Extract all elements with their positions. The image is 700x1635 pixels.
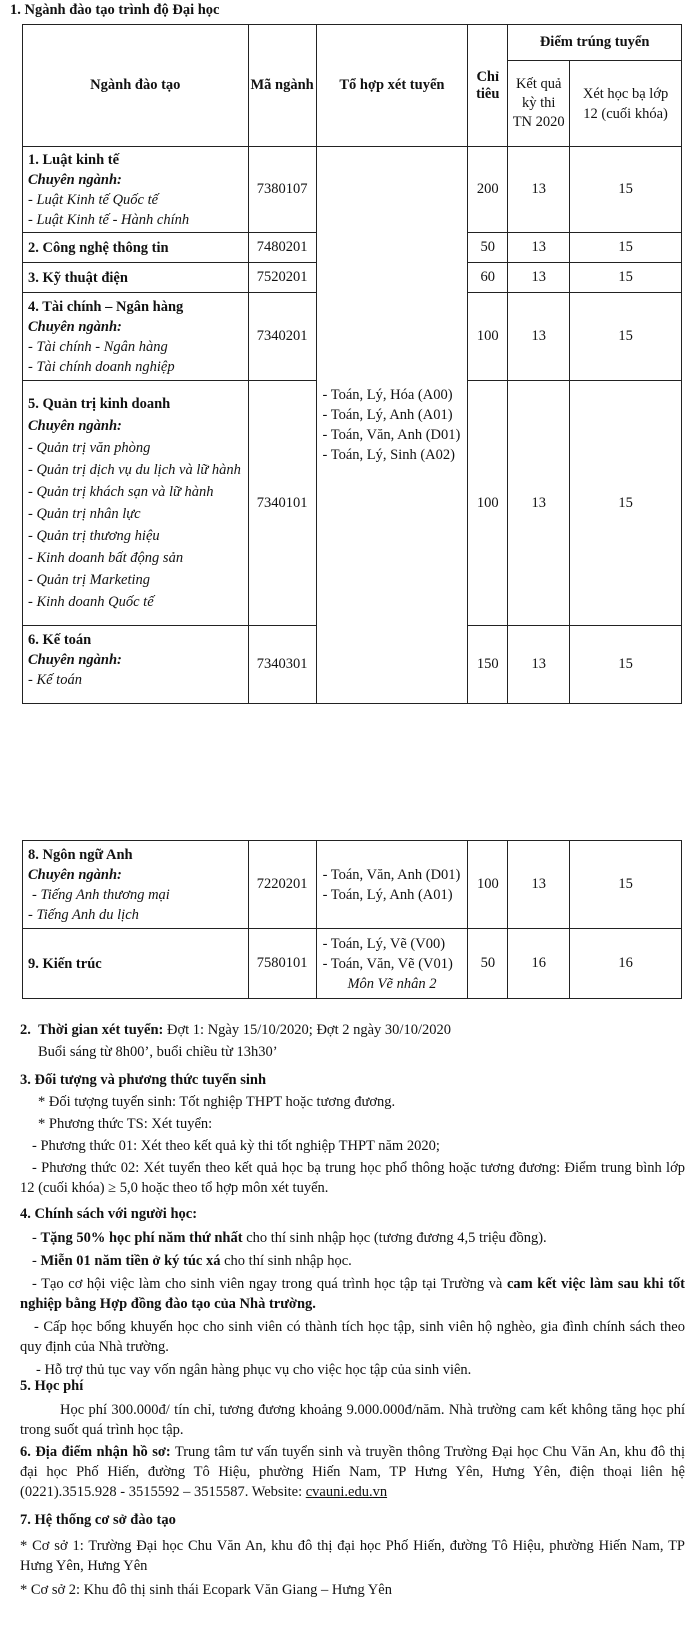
specialization-item: - Quản trị thương hiệu [28, 528, 160, 544]
section-6-text: Trung tâm tư vấn tuyển sinh và truyền thông Trường Đại học Chu Văn An, khu đô thị đại học Phố Hiến, đường Tô Hiệu, phường Hiến Nam, TP Hưng Yên, Hưng Yên, điện thoại liên hệ (0221).3515.928 - 3515592 – 3515587. Website: [20, 1444, 685, 1500]
specialization-item: - Quản trị Marketing [28, 572, 151, 588]
section-7-line: * Cơ sở 2: Khu đô thị sinh thái Ecopark Văn Giang – Hưng Yên [20, 1582, 392, 1598]
section-2-heading: Thời gian xét tuyển: [38, 1022, 164, 1038]
score-transcript: 15 [570, 147, 682, 233]
section-2-text: Đợt 1: Ngày 15/10/2020; Đợt 2 ngày 30/10/2020 [163, 1022, 451, 1038]
major-quota: 50 [468, 233, 508, 263]
score-transcript: 15 [570, 841, 682, 929]
majors-table [22, 24, 682, 704]
section-3 [20, 1070, 685, 1198]
major-name: 3. Kỹ thuật điện [28, 269, 128, 286]
section-4-heading: 4. Chính sách với người học: [20, 1206, 198, 1222]
major-code: 7340101 [248, 381, 316, 626]
combo-item: - Toán, Lý, Hóa (A00) [322, 387, 453, 403]
combo-cell [316, 147, 468, 704]
section-3-line: * Đối tượng tuyển sinh: Tốt nghiệp THPT hoặc tương đương. [38, 1094, 396, 1110]
section-5-heading: 5. Học phí [20, 1378, 84, 1394]
section-4-line: cho thí sinh nhập học (tương đương 4,5 triệu đồng). [242, 1230, 547, 1246]
score-exam: 13 [508, 233, 570, 263]
section-4-line: - Hỗ trợ thủ tục vay vốn ngân hàng phục vụ cho việc học tập của sinh viên. [36, 1362, 472, 1378]
section-4-line: - Tạo cơ hội việc làm cho sinh viên ngay trong quá trình học tập tại Trường và [32, 1276, 507, 1292]
score-transcript: 15 [570, 293, 682, 381]
specialization-item: - Kinh doanh Quốc tế [28, 594, 154, 610]
section-4-bold: Tặng 50% học phí năm thứ nhất [40, 1230, 243, 1246]
header-code: Mã ngành [248, 25, 316, 147]
combo-item: - Toán, Văn, Anh (D01) [322, 427, 461, 443]
specialization-label: Chuyên ngành: [28, 418, 122, 434]
section-7 [20, 1510, 685, 1600]
specialization-item: - Tài chính doanh nghiệp [28, 358, 175, 375]
score-exam: 13 [508, 626, 570, 704]
major-quota: 100 [468, 841, 508, 929]
major-code: 7340201 [248, 293, 316, 381]
section-7-heading: 7. Hệ thống cơ sở đào tạo [20, 1512, 176, 1528]
specialization-item: - Quản trị nhân lực [28, 506, 141, 522]
specialization-label: Chuyên ngành: [28, 652, 122, 668]
section-3-line: - Phương thức 01: Xét theo kết quả kỳ thi tốt nghiệp THPT năm 2020; [32, 1138, 440, 1154]
score-transcript: 15 [570, 381, 682, 626]
header-quota: Chỉ tiêu [468, 25, 508, 147]
combo-item: - Toán, Lý, Vẽ (V00) [322, 935, 446, 952]
section-6-heading: 6. Địa điểm nhận hồ sơ: [20, 1444, 171, 1460]
specialization-item: - Quản trị văn phòng [28, 440, 151, 456]
website-link[interactable]: cvauni.edu.vn [305, 1484, 388, 1500]
score-exam: 13 [508, 381, 570, 626]
combo-item: - Toán, Văn, Anh (D01) [322, 866, 461, 883]
specialization-item: - Kinh doanh bất động sản [28, 550, 184, 566]
major-quota: 100 [468, 293, 508, 381]
header-score-group: Điểm trúng tuyển [508, 25, 682, 61]
combo-item: - Toán, Văn, Vẽ (V01) [322, 955, 453, 972]
specialization-item: - Tài chính - Ngân hàng [28, 338, 168, 355]
major-quota: 60 [468, 263, 508, 293]
score-exam: 13 [508, 147, 570, 233]
major-quota: 50 [468, 929, 508, 999]
major-code: 7580101 [248, 929, 316, 999]
header-combo: Tổ hợp xét tuyển [316, 25, 468, 147]
section-5-text: Học phí 300.000đ/ tín chỉ, tương đương khoảng 9.000.000đ/năm. Nhà trường cam kết không tăng học phí trong suốt quá trình học tập. [20, 1402, 685, 1438]
major-name: 6. Kế toán [28, 632, 92, 648]
major-quota: 150 [468, 626, 508, 704]
specialization-item: - Quản trị dịch vụ du lịch và lữ hành [28, 462, 241, 478]
major-name: 2. Công nghệ thông tin [28, 239, 169, 256]
header-score-exam: Kết quả kỳ thi TN 2020 [508, 61, 570, 147]
major-code: 7380107 [248, 147, 316, 233]
table-row [23, 841, 682, 929]
major-code: 7340301 [248, 626, 316, 704]
specialization-item: - Luật Kinh tế - Hành chính [28, 211, 190, 228]
section-4-line: - Cấp học bổng khuyến học cho sinh viên có thành tích học tập, sinh viên hộ nghèo, gia đình chính sách theo quy định của Nhà trường. [20, 1319, 685, 1355]
major-name: 1. Luật kinh tế [28, 151, 120, 168]
specialization-item: - Tiếng Anh thương mại [32, 886, 170, 903]
major-name: 8. Ngôn ngữ Anh [28, 846, 133, 863]
section-2-number: 2. [20, 1022, 31, 1038]
specialization-item: - Quản trị khách sạn và lữ hành [28, 484, 214, 500]
score-transcript: 16 [570, 929, 682, 999]
major-code: 7480201 [248, 233, 316, 263]
section-6 [20, 1442, 685, 1502]
score-exam: 13 [508, 841, 570, 929]
major-name: 5. Quản trị kinh doanh [28, 396, 171, 412]
section-3-line: * Phương thức TS: Xét tuyển: [38, 1116, 213, 1132]
section-1-title: 1. Ngành đào tạo trình độ Đại học [10, 2, 220, 18]
score-exam: 13 [508, 263, 570, 293]
header-major: Ngành đào tạo [23, 25, 249, 147]
section-4-bold: cam kết việc làm sau khi tốt nghiệp bằng Hợp đồng đào tạo của Nhà trường. [20, 1276, 686, 1312]
combo-item: - Toán, Lý, Anh (A01) [322, 886, 453, 903]
section-4: 4. Chính sách với người học: - Tặng 50% học phí năm thứ nhất cho thí sinh nhập học (tương đương 4,5 triệu đồng). - Miễn 01 năm tiền ở ký túc xá cho thí sinh nhập học. - Tạo cơ hội việc làm cho sinh viên ngay trong quá trình học tập tại Trường và cam kết việc làm sau khi tốt nghiệp bằng Hợp đồng đào tạo của Nhà trường. - Cấp học bổng khuyến học cho sinh viên có thành tích học tập, sinh viên hộ nghèo, gia đình chính sách theo quy định của Nhà trường. - Hỗ trợ thủ tục vay vốn ngân hàng phục vụ cho việc học tập của sinh viên. [20, 1206, 686, 1378]
table-row [23, 147, 682, 233]
major-quota: 100 [468, 381, 508, 626]
score-transcript: 15 [570, 626, 682, 704]
specialization-label: Chuyên ngành: [28, 171, 122, 188]
section-7-line: * Cơ sở 1: Trường Đại học Chu Văn An, khu đô thị đại học Phố Hiến, đường Tô Hiệu, phường Hiến Nam, TP Hưng Yên, Hưng Yên [20, 1538, 685, 1574]
majors-table-continued [22, 840, 682, 999]
section-5 [20, 1376, 685, 1440]
specialization-item: - Tiếng Anh du lịch [28, 906, 139, 923]
major-quota: 200 [468, 147, 508, 233]
score-exam: 13 [508, 293, 570, 381]
score-transcript: 15 [570, 263, 682, 293]
combo-note: Môn Vẽ nhân 2 [347, 975, 437, 992]
major-code: 7220201 [248, 841, 316, 929]
combo-item: - Toán, Lý, Sinh (A02) [322, 447, 455, 463]
score-exam: 16 [508, 929, 570, 999]
specialization-label: Chuyên ngành: [28, 318, 122, 335]
section-3-heading: 3. Đối tượng và phương thức tuyển sinh [20, 1072, 267, 1088]
major-name: 4. Tài chính – Ngân hàng [28, 298, 184, 315]
section-2-line2: Buổi sáng từ 8h00’, buổi chiều từ 13h30’ [38, 1044, 278, 1060]
specialization-item: - Kế toán [28, 672, 82, 688]
section-3-line: - Phương thức 02: Xét tuyển theo kết quả học bạ trung học phổ thông hoặc tương đương: Điểm trung bình lớp 12 (cuối khóa) ≥ 5,0 hoặc theo tổ hợp môn xét tuyển. [20, 1160, 685, 1196]
major-name: 9. Kiến trúc [28, 955, 102, 972]
score-transcript: 15 [570, 233, 682, 263]
section-4-bold: Miễn 01 năm tiền ở ký túc xá [40, 1253, 221, 1269]
table-row [23, 929, 682, 999]
specialization-item: - Luật Kinh tế Quốc tế [28, 191, 159, 208]
section-4-line: cho thí sinh nhập học. [220, 1253, 352, 1269]
header-score-transcript: Xét học bạ lớp 12 (cuối khóa) [570, 61, 682, 147]
section-2 [20, 1020, 685, 1062]
major-code: 7520201 [248, 263, 316, 293]
specialization-label: Chuyên ngành: [28, 866, 122, 883]
combo-item: - Toán, Lý, Anh (A01) [322, 407, 453, 423]
